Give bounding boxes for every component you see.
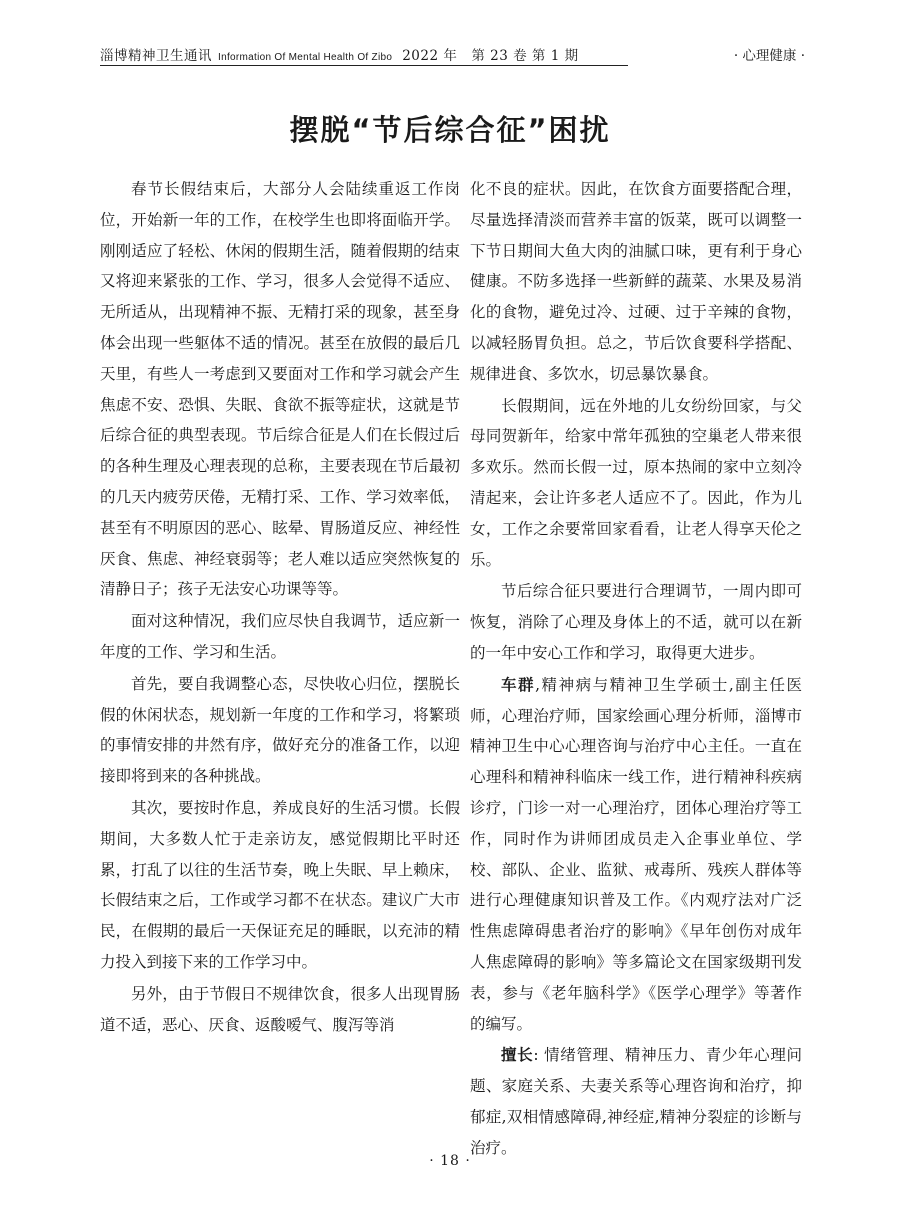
paragraph: 长假期间，远在外地的儿女纷纷回家，与父母同贺新年，给家中常年孤独的空巢老人带来很多欢乐。然而长假一过，原本热闹的家中立刻冷清起来，会让许多老人适应不了。因此，作为儿女，工作之余要常回家看看，让老人得享天伦之乐。 xyxy=(470,396,802,569)
specialty-label: 擅长 xyxy=(501,1045,534,1065)
paragraph: 首先，要自我调整心态，尽快收心归位，摆脱长假的休闲状态，规划新一年度的工作和学习，将繁琐的事情安排的井然有序，做好充分的准备工作，以迎接即将到来的各种挑战。 xyxy=(100,674,460,786)
paragraph: 节后综合征只要进行合理调节，一周内即可恢复，消除了心理及身体上的不适，就可以在新的一年中安心工作和学习，取得更大进步。 xyxy=(470,582,802,662)
page-number: · 18 · xyxy=(429,1153,471,1169)
journal-header xyxy=(100,44,587,64)
author-name: 车群 xyxy=(501,674,536,694)
journal-name-cn: 淄博精神卫生通讯 xyxy=(100,48,212,64)
author-bio xyxy=(470,670,802,1040)
author-bio-text: ,精神病与精神卫生学硕士,副主任医师，心理治疗师，国家绘画心理分析师，淄博市精神卫生中心心理咨询与治疗中心主任。一直在心理科和精神科临床一线工作，进行精神科疾病诊疗，门诊一对一心理治疗，团体心理治疗等工作，同时作为讲师团成员走入企事业单位、学校、部队、企业、监狱、戒毒所、残疾人群体等进行心理健康知识普及工作。《内观疗法对广泛性焦虑障碍患者治疗的影响》《早年创伤对成年人焦虑障碍的影响》等多篇论文在国家级期刊发表，参与《老年脑科学》《医学心理学》等著作的编写。 xyxy=(470,675,802,1033)
issue-info: 2022 年 第 23 卷 第 1 期 xyxy=(402,48,579,64)
header-rule xyxy=(100,65,628,66)
paragraph: 其次，要按时作息，养成良好的生活习惯。长假期间，大多数人忙于走亲访友，感觉假期比平时还累，打乱了以往的生活节奏，晚上失眠、早上赖床，长假结束之后，工作或学习都不在状态。建议广大市民，在假期的最后一天保证充足的睡眠，以充沛的精力投入到接下来的工作学习中。 xyxy=(100,798,460,971)
paragraph: 另外，由于节假日不规律饮食，很多人出现胃肠道不适，恶心、厌食、返酸嗳气、腹泻等消 xyxy=(100,984,460,1034)
running-header xyxy=(100,34,805,64)
left-column xyxy=(100,174,460,1041)
paragraph: 春节长假结束后，大部分人会陆续重返工作岗位，开始新一年的工作，在校学生也即将面临开学。刚刚适应了轻松、休闲的假期生活，随着假期的结束又将迎来紧张的工作、学习，很多人会觉得不适应、无所适从，出现精神不振、无精打采的现象，甚至身体会出现一些躯体不适的情况。甚至在放假的最后几天里，有些人一考虑到又要面对工作和学习就会产生焦虑不安、恐惧、失眠、食欲不振等症状，这就是节后综合征的典型表现。节后综合征是人们在长假过后的各种生理及心理表现的总称，主要表现在节后最初的几天内疲劳厌倦，无精打采、工作、学习效率低，甚至有不明原因的恶心、眩晕、胃肠道反应、神经性厌食、焦虑、神经衰弱等；老人难以适应突然恢复的清静日子；孩子无法安心功课等等。 xyxy=(100,180,460,599)
paragraph-continuation: 化不良的症状。因此，在饮食方面要搭配合理，尽量选择清淡而营养丰富的饭菜，既可以调整一下节日期间大鱼大肉的油腻口味，更有利于身心健康。不防多选择一些新鲜的蔬菜、水果及易消化的食物，避免过冷、过硬、过于辛辣的食物，以减轻肠胃负担。总之，节后饮食要科学搭配、规律进食、多饮水，切忌暴饮暴食。 xyxy=(470,180,802,383)
paragraph: 面对这种情况，我们应尽快自我调节，适应新一年度的工作、学习和生活。 xyxy=(100,612,460,661)
author-specialty xyxy=(470,1040,802,1163)
specialty-text: : 情绪管理、精神压力、青少年心理问题、家庭关系、夫妻关系等心理咨询和治疗，抑郁症,双相情感障碍,神经症,精神分裂症的诊断与治疗。 xyxy=(470,1046,802,1157)
right-column xyxy=(470,174,802,1165)
section-label: · 心理健康 · xyxy=(733,48,805,64)
journal-name-en: Information Of Mental Health Of Zibo xyxy=(218,52,393,63)
article-title: 摆脱“节后综合征”困扰 xyxy=(289,113,611,147)
